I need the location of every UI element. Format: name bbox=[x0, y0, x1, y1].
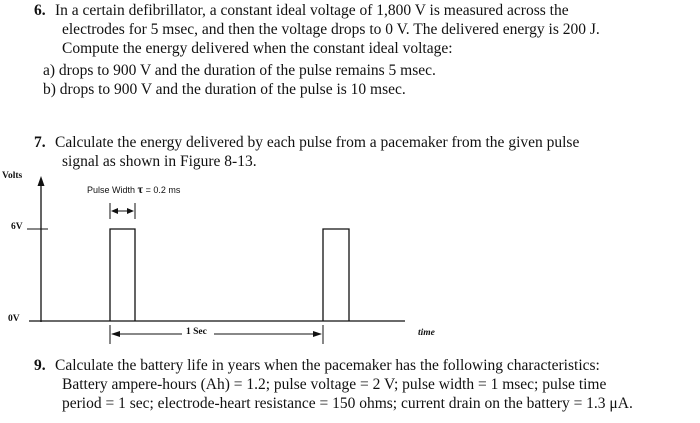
x-axis-label: time bbox=[418, 328, 435, 338]
pulse-width-caption bbox=[87, 182, 180, 197]
question-6-line-3: Compute the energy delivered when the constant ideal voltage: bbox=[62, 40, 453, 57]
pulse-width-value: = 0.2 ms bbox=[145, 185, 181, 195]
question-9-line-2: Battery ampere-hours (Ah) = 1.2; pulse voltage = 2 V; pulse width = 1 msec; pulse time bbox=[62, 376, 607, 393]
period-label: 1 Sec bbox=[186, 327, 207, 337]
period-arrow-right bbox=[313, 331, 322, 337]
y-axis-label: Volts bbox=[2, 171, 23, 181]
pulse-2 bbox=[323, 229, 349, 321]
question-9-number: 9. bbox=[34, 357, 46, 374]
question-6-part-b: b) drops to 900 V and the duration of the pulse is 10 msec. bbox=[43, 81, 406, 98]
question-7-number: 7. bbox=[34, 134, 46, 151]
y-axis-arrowhead bbox=[38, 176, 45, 186]
period-arrow-left bbox=[111, 331, 120, 337]
question-7-line-1: Calculate the energy delivered by each pulse from a pacemaker from the given pulse bbox=[55, 134, 580, 151]
question-6-line-1: In a certain defibrillator, a constant ideal voltage of 1,800 V is measured across the bbox=[55, 2, 569, 19]
question-7-line-2: signal as shown in Figure 8-13. bbox=[62, 153, 257, 170]
pulse-width-arrow-right bbox=[127, 208, 134, 214]
question-6-number: 6. bbox=[34, 2, 46, 19]
pulse-width-label: Pulse Width bbox=[87, 185, 136, 195]
question-6-line-2: electrodes for 5 msec, and then the voltage drops to 0 V. The delivered energy is 200 J. bbox=[62, 21, 600, 38]
level-high-label: 6V bbox=[11, 222, 23, 232]
tau-symbol: τ bbox=[137, 182, 144, 196]
pulse-1 bbox=[110, 229, 135, 321]
question-9-line-3: period = 1 sec; electrode-heart resistance = 150 ohms; current drain on the battery = 1.3 μA. bbox=[62, 395, 633, 412]
question-9-line-1: Calculate the battery life in years when the pacemaker has the following characteristics: bbox=[55, 357, 600, 374]
pulse-width-arrow-left bbox=[111, 208, 118, 214]
level-low-label: 0V bbox=[8, 314, 20, 324]
question-6-part-a: a) drops to 900 V and the duration of the pulse remains 5 msec. bbox=[43, 62, 436, 79]
